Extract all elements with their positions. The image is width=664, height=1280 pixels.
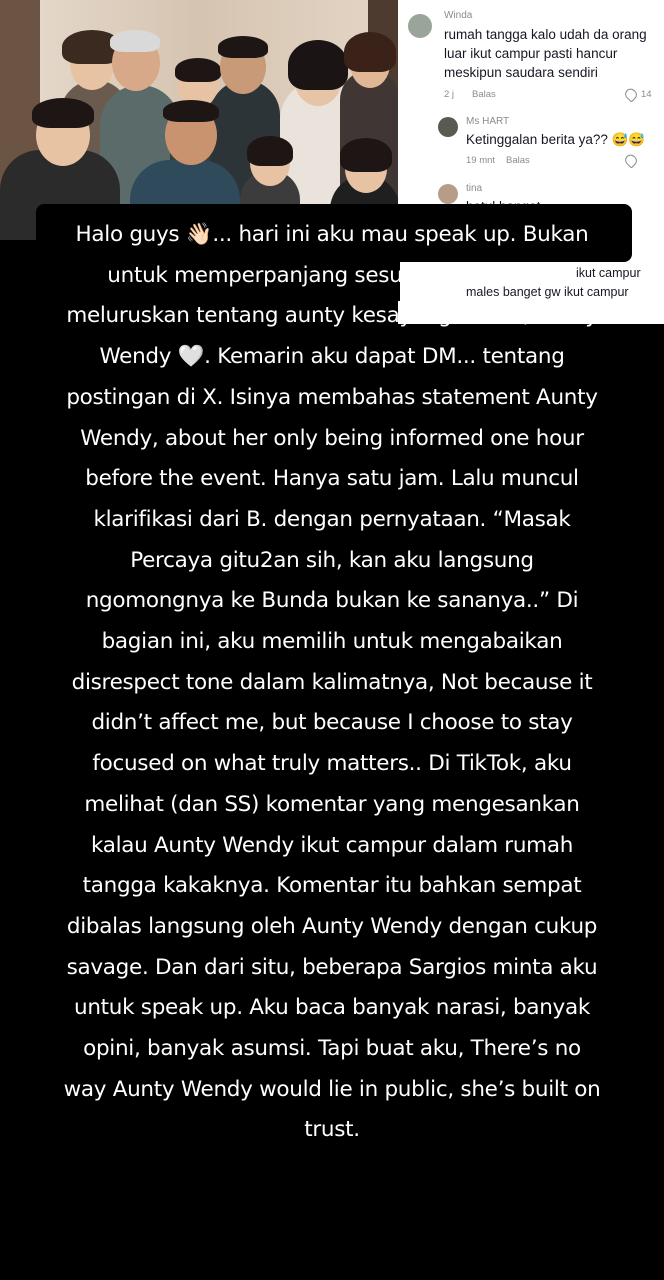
caption-line: ngomongnya ke Bunda bukan ke sananya..” Di (85, 588, 579, 614)
comment-text: males banget gw ikut campur (466, 285, 629, 299)
caption-text (28, 215, 636, 1151)
caption-line: Halo guys 👋🏻... hari ini aku mau speak up. Bukan (75, 222, 589, 247)
caption-line: meluruskan tentang aunty kesayangan kita, Aunty (66, 303, 598, 329)
comment-username: Ms HART (466, 116, 510, 127)
avatar (408, 14, 432, 38)
avatar (438, 184, 458, 204)
comment-time: 19 mnt (466, 155, 496, 166)
comment-username: Winda (444, 10, 473, 21)
caption-line: bagian ini, aku memilih untuk mengabaikan (101, 629, 563, 655)
caption-line: Wendy, about her only being informed one hour (80, 425, 584, 451)
caption-line: klarifikasi dari B. dengan pernyataan. “Masak (93, 506, 571, 532)
caption-line: untuk speak up. Aku baca banyak narasi, banyak (74, 995, 590, 1021)
caption-line: focused on what truly matters.. Di TikTok, aku (92, 751, 572, 777)
caption-line: Wendy 🤍. Kemarin aku dapat DM... tentang (99, 344, 565, 370)
caption-line: untuk memperpanjang sesuatu, tapi untuk (107, 262, 557, 288)
comment-time: 2 j (444, 89, 455, 100)
caption-line: postingan di X. Isinya membahas statement Aunty (66, 384, 598, 410)
caption-line: kalau Aunty Wendy ikut campur dalam rumah (90, 832, 574, 858)
reply-button[interactable]: Balas (472, 89, 496, 100)
heart-icon[interactable] (623, 152, 639, 168)
caption-line: dibalas langsung oleh Aunty Wendy dengan cukup (66, 913, 598, 939)
caption-line: savage. Dan dari situ, beberapa Sargios minta aku (66, 954, 598, 980)
comment-text: luar ikut campur pasti hancur (444, 46, 618, 61)
comment-text: rumah tangga kalo udah da orang (444, 27, 647, 42)
caption-line: before the event. Hanya satu jam. Lalu muncul (85, 466, 579, 492)
caption-line: trust. (304, 1117, 360, 1143)
avatar (438, 117, 458, 137)
comment-text: ikut campur (576, 266, 641, 280)
caption-line: Percaya gitu2an sih, kan aku langsung (130, 547, 534, 573)
caption-line: didn’t affect me, but because I choose to stay (91, 710, 573, 736)
comment-text: meskipun saudara sendiri (444, 65, 598, 80)
comment-text: Ketinggalan berita ya?? 😅😅 (466, 132, 646, 147)
caption-line: opini, banyak asumsi. Tapi buat aku, There’s no (83, 1036, 581, 1062)
comment-username: tina (466, 183, 483, 194)
reply-button[interactable]: Balas (506, 155, 530, 166)
caption-line: way Aunty Wendy would lie in public, she’s built on (63, 1076, 601, 1102)
caption-line: melihat (dan SS) komentar yang mengesankan (84, 791, 580, 817)
like-count: 14 (641, 89, 652, 100)
heart-icon[interactable] (623, 86, 639, 102)
caption-line: disrespect tone dalam kalimatnya, Not because it (71, 669, 593, 695)
caption-line: tangga kakaknya. Komentar itu bahkan sempat (82, 873, 582, 899)
